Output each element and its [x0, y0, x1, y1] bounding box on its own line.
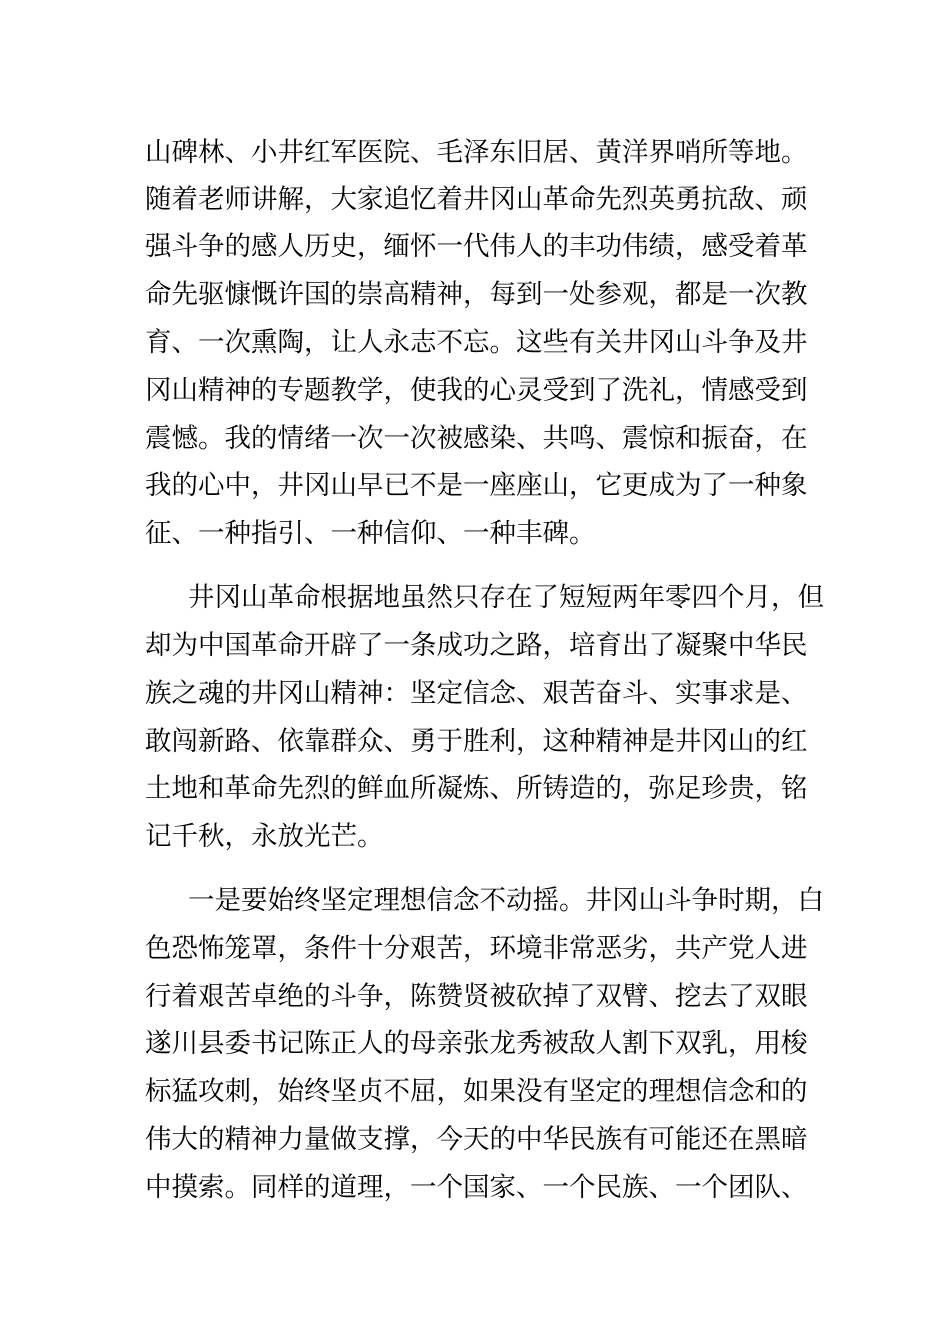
- paragraph-line: 命先驱慷慨许国的崇高精神，每到一处参观，都是一次教: [145, 279, 808, 310]
- paragraph-line: 色恐怖笼罩，条件十分艰苦，环境非常恶劣，共产党人进: [145, 933, 808, 964]
- paragraph-line: 敢闯新路、依靠群众、勇于胜利，这种精神是井冈山的红: [145, 726, 808, 757]
- paragraph-line: 族之魂的井冈山精神：坚定信念、艰苦奋斗、实事求是、: [145, 678, 808, 709]
- paragraph-line: 一是要始终坚定理想信念不动摇。井冈山斗争时期，白: [188, 885, 824, 916]
- paragraph-line: 记千秋，永放光芒。: [145, 821, 384, 852]
- paragraph-line: 随着老师讲解，大家追忆着井冈山革命先烈英勇抗敌、顽: [145, 184, 808, 215]
- paragraph-line: 震憾。我的情绪一次一次被感染、共鸣、震惊和振奋，在: [145, 423, 808, 454]
- paragraph-line: 土地和革命先烈的鲜血所凝炼、所铸造的，弥足珍贵，铭: [145, 773, 808, 804]
- paragraph-line: 强斗争的感人历史，缅怀一代伟人的丰功伟绩，感受着革: [145, 231, 808, 262]
- paragraph-line: 伟大的精神力量做支撑，今天的中华民族有可能还在黑暗: [145, 1124, 808, 1155]
- paragraph-line: 中摸索。同样的道理，一个国家、一个民族、一个团队、: [145, 1172, 808, 1203]
- paragraph-line: 却为中国革命开辟了一条成功之路，培育出了凝聚中华民: [145, 630, 808, 661]
- paragraph-line: 冈山精神的专题教学，使我的心灵受到了洗礼，情感受到: [145, 375, 808, 406]
- paragraph-line: 标猛攻刺，始终坚贞不屈，如果没有坚定的理想信念和的: [145, 1076, 808, 1107]
- paragraph-line: 征、一种指引、一种信仰、一种丰碑。: [145, 518, 596, 549]
- paragraph-line: 行着艰苦卓绝的斗争，陈赞贤被砍掉了双臂、挖去了双眼: [145, 981, 808, 1012]
- paragraph-line: 井冈山革命根据地虽然只存在了短短两年零四个月，但: [188, 582, 824, 613]
- paragraph-line: 育、一次熏陶，让人永志不忘。这些有关井冈山斗争及井: [145, 327, 808, 358]
- paragraph-line: 遂川县委书记陈正人的母亲张龙秀被敌人割下双乳，用梭: [145, 1028, 808, 1059]
- paragraph-line: 我的心中，井冈山早已不是一座座山，它更成为了一种象: [145, 470, 808, 501]
- paragraph-line: 山碑林、小井红军医院、毛泽东旧居、黄洋界哨所等地。: [145, 137, 808, 168]
